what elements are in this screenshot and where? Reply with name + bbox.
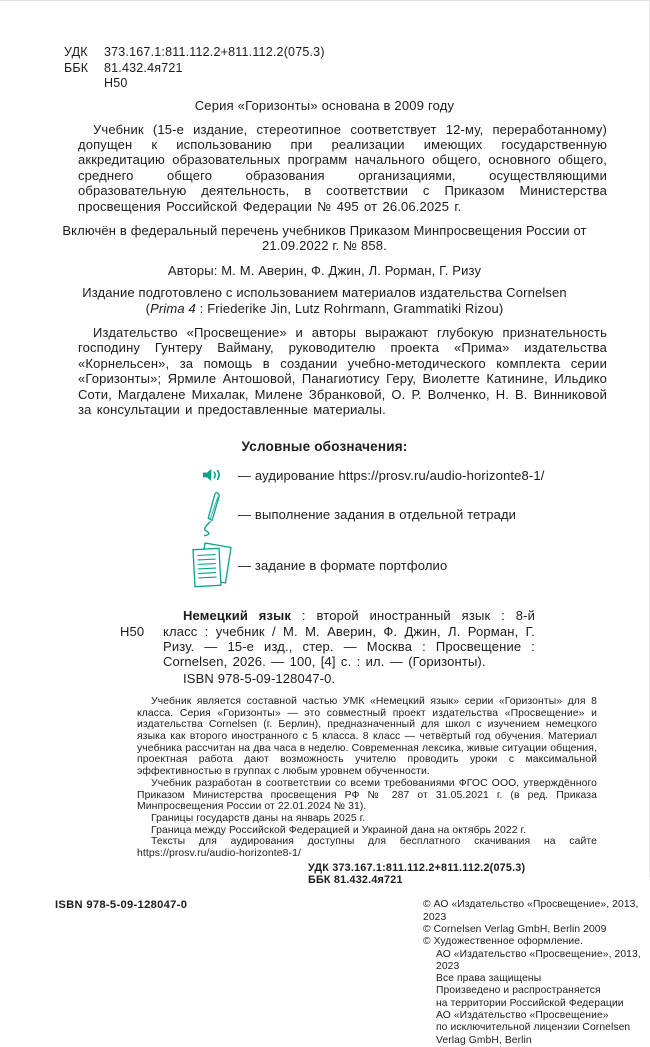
bbk-value: 81.432.4я721 [104, 60, 183, 75]
annotation-p1: Учебник является составной частью УМК «Немецкий язык» серии «Горизонты» для 8 класса. Серия «Горизонты» — это совместный проект издательства «Просвещение» и издательства Cornelsen (г. Берлин), предназначенный для школ с изучением немецкого языка как второго иностранного с 5 класса. 8 класс — четвёртый год обучения. Материал учебника рассчитан на два часа в неделю. Современная лексика, живые ситуации общения, проектная работа дают возможность учителю проводить уроки с максимальной эффективностью в группах с любым уровнем обученности. [137, 695, 597, 778]
pen-icon [188, 491, 238, 537]
udk-line [64, 45, 649, 61]
legend-item-notebook-label: — выполнение задания в отдельной тетради [238, 506, 517, 522]
credit-line1: Издание подготовлено с использованием материалов издательства Cornelsen [82, 285, 567, 301]
isbn-number: ISBN 978-5-09-128047-0 [55, 899, 188, 912]
copyright-line: Все права защищены [436, 973, 542, 985]
bbk-label: ББК [64, 60, 89, 75]
copyright-line: АО «Издательство «Просвещение» [436, 1010, 609, 1021]
bib-isbn-line: ISBN 978-5-09-128047-0. [183, 670, 336, 686]
annotation-p5: Тексты для аудирования доступны для бесплатного скачивания на сайте https://prosv.ru/audio-horizonte8-1/ [137, 836, 597, 860]
portfolio-pages-icon [188, 540, 238, 590]
footer-udk: УДК 373.167.1:811.112.2+811.112.2(075.3) [308, 861, 526, 874]
legend-item-audio-label: — аудирование https://prosv.ru/audio-horizonte8-1/ [238, 467, 545, 483]
legend-list [188, 462, 649, 590]
copyright-line: Verlag GmbH, Berlin [436, 1034, 532, 1046]
authors-line: Авторы: М. М. Аверин, Ф. Джин, Л. Рорман, Г. Ризу [167, 262, 482, 278]
copyright-block [423, 899, 649, 1047]
udk-label: УДК [64, 45, 88, 59]
footer-bbk: ББК 81.432.4я721 [308, 874, 403, 887]
copyright-line: на территории Российской Федерации [436, 997, 624, 1009]
legend-heading: Условные обозначения: [241, 439, 408, 455]
bib-title: Немецкий язык [183, 608, 292, 624]
legend-item-portfolio-label: — задание в формате портфолио [238, 557, 448, 573]
bbk-line [64, 61, 649, 77]
bib-author-sign: Н50 [120, 623, 145, 639]
legend-item-notebook [188, 491, 649, 537]
approval-paragraph: Учебник (15-е издание, стереотипное соответствует 12-му, переработанному) допущен к использованию при реализации имеющих государственную аккредитацию образовательных программ начального общего, основного общего, среднего общего образования организациями, осуществляющими образовательную деятельность, в соответствии с Приказом Министерства просвещения Российской Федерации № 495 от 26.06.2025 г. [78, 121, 607, 214]
audio-speaker-icon [188, 468, 238, 482]
legend-item-audio [188, 462, 649, 488]
bib-body: : второй иностранный язык : 8-й класс : учебник / М. М. Аверин, Ф. Джин, Л. Рорман, Г. Ризу. — 15-е изд., стер. — Москва : Просвещение : Cornelsen, 2026. — 100, [4] с. : ил. — (Горизонты). [163, 608, 535, 670]
federal-list-notice: Включён в федеральный перечень учебников Приказом Минпросвещения России от 21.09.2022 г. № 858. [62, 222, 587, 254]
classification-block [64, 45, 649, 92]
credit-rest: : Friederike Jin, Lutz Rohrmann, Grammatiki Rizou) [195, 300, 504, 316]
bibliographic-record [120, 608, 535, 686]
annotation-block [137, 696, 597, 860]
bib-text [163, 608, 535, 669]
copyright-line: © АО «Издательство «Просвещение», 2013, 2023 [423, 899, 639, 923]
credit-paren: ( [145, 300, 151, 316]
copyright-line: Произведено и распространяется [436, 985, 601, 997]
annotation-p2: Учебник разработан в соответствии со всеми требованиями ФГОС ООО, утверждённого Приказом Министерства просвещения РФ № 287 от 31.05.2021 г. (в ред. Приказа Минпросвещения России от 22.01.2024 № 31). [137, 777, 597, 813]
udk-value: 373.167.1:811.112.2+811.112.2(075.3) [104, 45, 325, 59]
copyright-line: © Художественное оформление. [423, 936, 584, 948]
footer-codes [308, 862, 649, 887]
legend-item-portfolio [188, 540, 649, 590]
series-note: Серия «Горизонты» основана в 2009 году [194, 97, 455, 113]
copyright-line: АО «Издательство «Просвещение», 2013, 2023 [436, 948, 641, 972]
credit-prima-title: Prima 4 [150, 300, 196, 316]
acknowledgement-paragraph: Издательство «Просвещение» и авторы выражают глубокую признательность господину Гунтеру Вайману, руководителю проекта «Прима» издательства «Корнельсен», за помощь в создании учебно-методического комплекта серии «Горизонты»; Ярмиле Антошовой, Панагиотису Геру, Виолетте Катинине, Ильдико Соти, Магдалене Михалак, Милене Збранковой, О. Р. Волченко, Н. В. Винниковой за консультации и предоставленные материалы. [78, 324, 607, 417]
copyright-line: по исключительной лицензии Cornelsen [436, 1022, 631, 1034]
annotation-p3: Границы государств даны на январь 2025 г. [151, 812, 366, 824]
imprint-bottom [0, 899, 649, 1046]
annotation-p4: Граница между Российской Федерацией и Украиной дана на октябрь 2022 г. [151, 824, 527, 836]
cornelsen-credit [55, 285, 594, 316]
author-sign: Н50 [104, 76, 128, 90]
copyright-line: © Cornelsen Verlag GmbH, Berlin 2009 [423, 923, 607, 935]
